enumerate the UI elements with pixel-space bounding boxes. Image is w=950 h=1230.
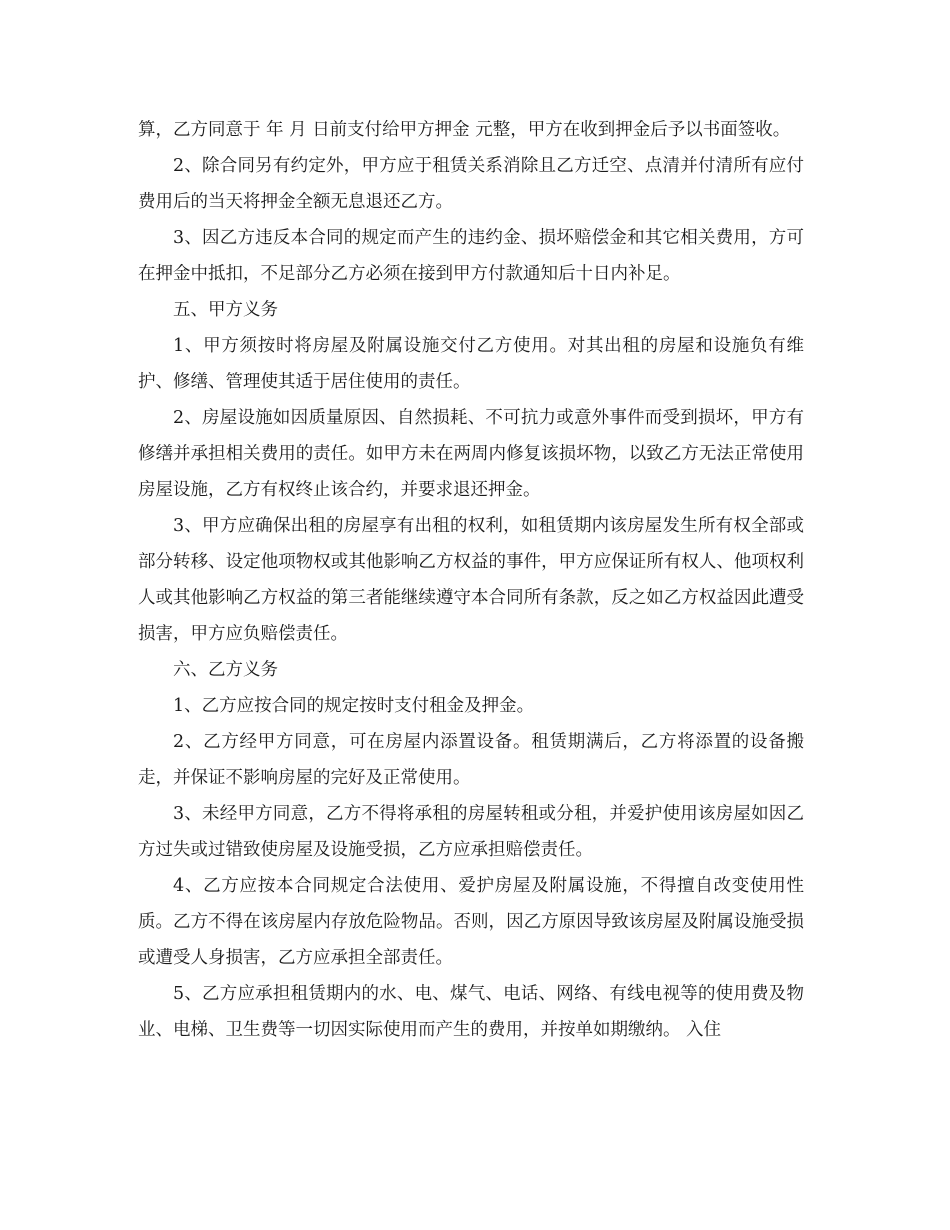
paragraph: 5、乙方应承担租赁期内的水、电、煤气、电话、网络、有线电视等的使用费及物业、电梯、卫生费等一切因实际使用而产生的费用，并按单如期缴纳。 入住 — [138, 984, 804, 1040]
paragraph: 2、房屋设施如因质量原因、自然损耗、不可抗力或意外事件而受到损坏，甲方有修缮并承担相关费用的责任。如甲方未在两周内修复该损坏物，以致乙方无法正常使用房屋设施，乙方有权终止该合约，并要求退还押金。 — [138, 408, 804, 500]
paragraph: 2、乙方经甲方同意，可在房屋内添置设备。租赁期满后，乙方将添置的设备搬走，并保证不影响房屋的完好及正常使用。 — [138, 732, 804, 788]
paragraph: 算，乙方同意于 年 月 日前支付给甲方押金 元整，甲方在收到押金后予以书面签收。 — [138, 120, 791, 140]
paragraph: 3、甲方应确保出租的房屋享有出租的权利，如租赁期内该房屋发生所有权全部或部分转移、设定他项物权或其他影响乙方权益的事件，甲方应保证所有权人、他项权利人或其他影响乙方权益的第三者能继续遵守本合同所有条款，反之如乙方权益因此遭受损害，甲方应负赔偿责任。 — [138, 516, 804, 644]
paragraph: 2、除合同另有约定外，甲方应于租赁关系消除且乙方迁空、点清并付清所有应付费用后的当天将押金全额无息退还乙方。 — [138, 156, 804, 212]
paragraph: 1、甲方须按时将房屋及附属设施交付乙方使用。对其出租的房屋和设施负有维护、修缮、管理使其适于居住使用的责任。 — [138, 336, 804, 392]
paragraph: 3、未经甲方同意，乙方不得将承租的房屋转租或分租，并爱护使用该房屋如因乙方过失或过错致使房屋及设施受损，乙方应承担赔偿责任。 — [138, 804, 804, 860]
section-heading: 六、乙方义务 — [173, 660, 278, 680]
document-body — [138, 112, 804, 1048]
paragraph: 1、乙方应按合同的规定按时支付租金及押金。 — [173, 696, 535, 716]
paragraph: 4、乙方应按本合同规定合法使用、爱护房屋及附属设施，不得擅自改变使用性质。乙方不得在该房屋内存放危险物品。否则，因乙方原因导致该房屋及附属设施受损或遭受人身损害，乙方应承担全部责任。 — [138, 876, 804, 968]
paragraph: 3、因乙方违反本合同的规定而产生的违约金、损坏赔偿金和其它相关费用，方可在押金中抵扣，不足部分乙方必须在接到甲方付款通知后十日内补足。 — [138, 228, 804, 284]
section-heading: 五、甲方义务 — [173, 300, 278, 320]
